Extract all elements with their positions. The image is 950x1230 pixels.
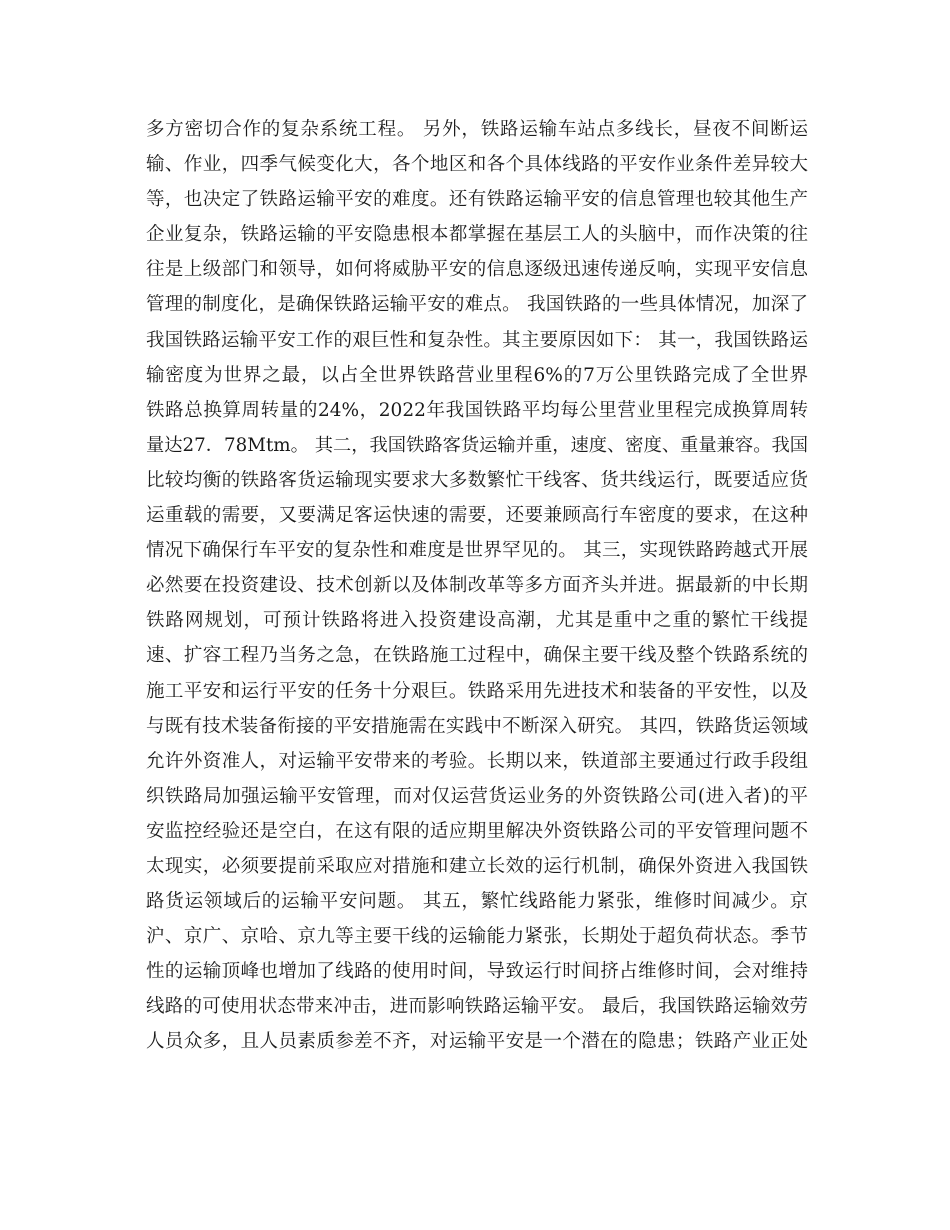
text-line: 路货运领域后的运输平安问题。 其五，繁忙线路能力紧张，维修时间减少。京 (146, 891, 808, 913)
text-line: 运重载的需要，又要满足客运快速的需要，还要兼顾高行车密度的要求，在这种 (146, 505, 808, 527)
text-line: 量达27．78Mtm。 其二，我国铁路客货运输并重，速度、密度、重量兼容。我国 (146, 434, 808, 456)
text-line: 情况下确保行车平安的复杂性和难度是世界罕见的。 其三，实现铁路跨越式开展 (146, 540, 808, 562)
text-line: 输、作业，四季气候变化大，各个地区和各个具体线路的平安作业条件差异较大 (146, 154, 808, 176)
text-line: 等，也决定了铁路运输平安的难度。还有铁路运输平安的信息管理也较其他生产 (146, 189, 808, 211)
text-line: 太现实，必须要提前采取应对措施和建立长效的运行机制，确保外资进入我国铁 (146, 855, 808, 877)
text-line: 铁路总换算周转量的24%，2022年我国铁路平均每公里营业里程完成换算周转 (146, 399, 808, 421)
text-line: 安监控经验还是空白，在这有限的适应期里解决外资铁路公司的平安管理问题不 (146, 820, 808, 842)
text-line: 线路的可使用状态带来冲击，进而影响铁路运输平安。 最后，我国铁路运输效劳 (146, 996, 808, 1018)
text-line: 与既有技术装备衔接的平安措施需在实践中不断深入研究。 其四，铁路货运领域 (146, 715, 808, 737)
text-line: 必然要在投资建设、技术创新以及体制改革等多方面齐头并进。据最新的中长期 (146, 575, 808, 597)
text-line: 人员众多，且人员素质参差不齐，对运输平安是一个潜在的隐患；铁路产业正处 (146, 1031, 808, 1053)
text-line: 沪、京广、京哈、京九等主要干线的运输能力紧张，长期处于超负荷状态。季节 (146, 926, 808, 948)
text-line: 我国铁路运输平安工作的艰巨性和复杂性。其主要原因如下： 其一，我国铁路运 (146, 329, 808, 351)
body-paragraph (146, 112, 808, 1060)
text-line: 施工平安和运行平安的任务十分艰巨。铁路采用先进技术和装备的平安性，以及 (146, 680, 808, 702)
text-line: 输密度为世界之最，以占全世界铁路营业里程6%的7万公里铁路完成了全世界 (146, 364, 808, 386)
text-line: 多方密切合作的复杂系统工程。 另外，铁路运输车站点多线长，昼夜不间断运 (146, 119, 808, 140)
text-line: 管理的制度化，是确保铁路运输平安的难点。 我国铁路的一些具体情况，加深了 (146, 294, 808, 316)
text-line: 往是上级部门和领导，如何将威胁平安的信息逐级迅速传递反响，实现平安信息 (146, 259, 808, 281)
text-line: 性的运输顶峰也增加了线路的使用时间，导致运行时间挤占维修时间，会对维持 (146, 961, 808, 983)
text-line: 织铁路局加强运输平安管理，而对仅运营货运业务的外资铁路公司(进入者)的平 (146, 785, 808, 807)
text-line: 允许外资准人，对运输平安带来的考验。长期以来，铁道部主要通过行政手段组 (146, 750, 808, 772)
text-line: 企业复杂，铁路运输的平安隐患根本都掌握在基层工人的头脑中，而作决策的往 (146, 224, 808, 246)
text-line: 比较均衡的铁路客货运输现实要求大多数繁忙干线客、货共线运行，既要适应货 (146, 469, 808, 491)
text-line: 速、扩容工程乃当务之急，在铁路施工过程中，确保主要干线及整个铁路系统的 (146, 645, 808, 667)
text-line: 铁路网规划，可预计铁路将进入投资建设高潮，尤其是重中之重的繁忙干线提 (146, 610, 808, 632)
